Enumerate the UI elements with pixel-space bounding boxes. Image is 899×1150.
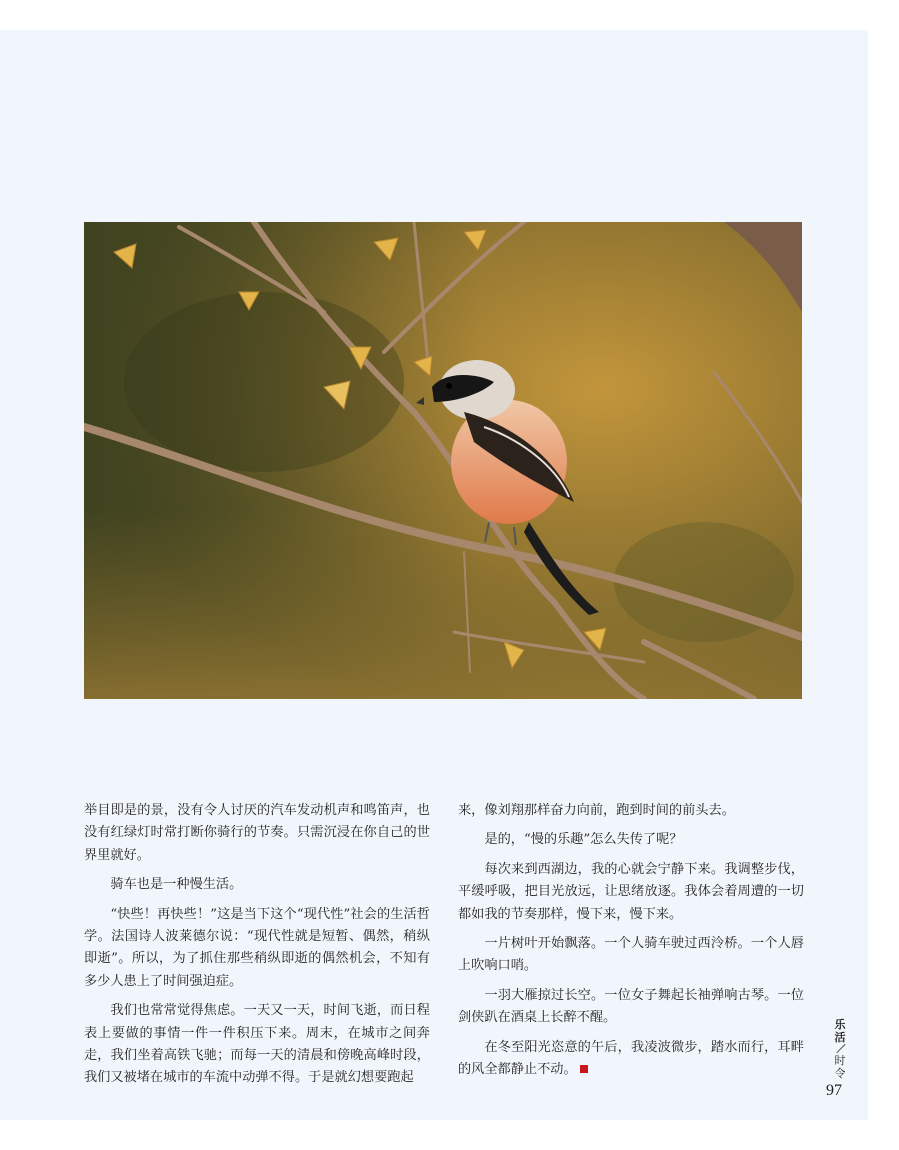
slash-divider: [830, 1044, 850, 1054]
paragraph: “快些！再快些！”这是当下这个“现代性”社会的生活哲学。法国诗人波莱德尔说：“现代性就是短暂、偶然，稍纵即逝”。所以，为了抓住那些稍纵即逝的偶然机会，不知有多少人患上了时间强迫症。: [84, 906, 430, 989]
paragraph: 每次来到西湖边，我的心就会宁静下来。我调整步伐，平缓呼吸，把目光放远，让思绪放逐。我体会着周遭的一切都如我的节奏那样，慢下来，慢下来。: [458, 861, 804, 922]
paragraph: 举目即是的景，没有令人讨厌的汽车发动机声和鸣笛声，也没有红绿灯时常打断你骑行的节奏。只需沉浸在你自己的世界里就好。: [84, 803, 430, 863]
end-mark-icon: [580, 1065, 588, 1073]
paragraph-last: [458, 1037, 804, 1082]
section-tag: [830, 1018, 850, 1080]
magazine-page: [0, 30, 868, 1120]
paragraph: 一片树叶开始飘落。一个人骑车驶过西泠桥。一个人唇上吹响口哨。: [458, 936, 804, 974]
paragraph-last-text: 在冬至阳光恣意的午后，我凌波微步，踏水而行，耳畔的风全都静止不动。: [458, 1039, 804, 1078]
section-name-a: 乐 活: [834, 1018, 846, 1044]
paragraph: 是的，“慢的乐趣”怎么失传了呢？: [484, 832, 683, 848]
paragraph: 来，像刘翔那样奋力向前，跑到时间的前头去。: [458, 803, 735, 818]
page-number: 97: [826, 1082, 842, 1099]
paragraph: 一羽大雁掠过长空。一位女子舞起长袖弹响古琴。一位剑侠趴在酒桌上长醉不醒。: [458, 987, 804, 1026]
paragraph: 骑车也是一种慢生活。: [110, 877, 243, 893]
article-column-right: [458, 800, 804, 1088]
bird-photo: [84, 222, 802, 699]
article-column-left: [84, 800, 430, 1097]
paragraph: 我们也常常觉得焦虑。一天又一天，时间飞逝，而日程表上要做的事情一件一件积压下来。周末，在城市之间奔走，我们坐着高铁飞驰；而每一天的清晨和傍晚高峰时段，我们又被堵在城市的车流中动弹不得。于是就幻想要跑起: [84, 1003, 430, 1086]
bird-photo-illustration: [84, 222, 802, 699]
section-name-b: 时 令: [834, 1054, 846, 1080]
